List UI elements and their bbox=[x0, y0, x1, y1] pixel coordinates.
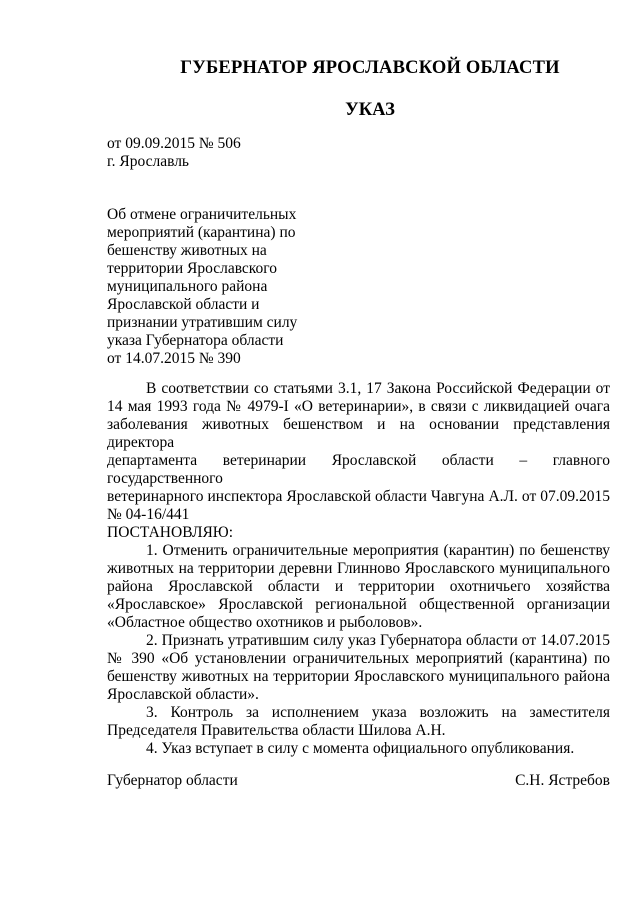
city: г. Ярославль bbox=[107, 153, 189, 170]
signature-role: Губернатор области bbox=[107, 772, 238, 789]
document-meta bbox=[107, 135, 241, 171]
decree-item-3 bbox=[107, 704, 610, 740]
decree-word: ПОСТАНОВЛЯЮ: bbox=[107, 524, 234, 541]
subject-line: территории Ярославского bbox=[107, 260, 278, 277]
item-line: «Ярославское» Ярославской региональной общественной организации bbox=[107, 596, 610, 613]
subject-line: от 14.07.2015 № 390 bbox=[107, 350, 241, 367]
document-kind: УКАЗ bbox=[345, 100, 395, 120]
subject-line: признании утратившим силу bbox=[107, 314, 298, 331]
date-number: от 09.09.2015 № 506 bbox=[107, 135, 241, 152]
decree-item-1 bbox=[107, 542, 610, 632]
subject-line: бешенству животных на bbox=[107, 242, 267, 259]
subject-line: мероприятий (карантина) по bbox=[107, 224, 296, 241]
item-line: № 390 «Об установлении ограничительных мероприятий (карантина) по bbox=[107, 650, 610, 667]
item-line: «Областное общество охотников и рыболовов». bbox=[107, 614, 423, 631]
preamble-line: № 04-16/441 bbox=[107, 506, 190, 523]
document-subject bbox=[107, 206, 322, 368]
preamble-line: 14 мая 1993 года № 4979-I «О ветеринарии», в связи с ликвидацией очага bbox=[107, 398, 610, 415]
item-line: района Ярославской области и территории охотничьего хозяйства bbox=[107, 578, 610, 595]
document-title: ГУБЕРНАТОР ЯРОСЛАВСКОЙ ОБЛАСТИ bbox=[180, 58, 560, 78]
subject-line: муниципального района bbox=[107, 278, 268, 295]
preamble-line: департамента ветеринарии Ярославской области – главного государственного bbox=[107, 452, 610, 487]
item-line: Председателя Правительства области Шилова А.Н. bbox=[107, 722, 446, 739]
preamble-line: ветеринарного инспектора Ярославской области Чавгуна А.Л. от 07.09.2015 bbox=[107, 488, 610, 505]
decree-item-4 bbox=[107, 740, 610, 758]
document-body bbox=[107, 380, 610, 758]
item-line: бешенству животных на территории Ярославского муниципального района bbox=[107, 668, 610, 685]
item-line: животных на территории деревни Глинново Ярославского муниципального bbox=[107, 560, 610, 577]
item-line: 2. Признать утратившим силу указ Губернатора области от 14.07.2015 bbox=[146, 632, 610, 649]
decree-item-2 bbox=[107, 632, 610, 704]
item-line: 1. Отменить ограничительные мероприятия (карантин) по бешенству bbox=[146, 542, 610, 559]
subject-line: указа Губернатора области bbox=[107, 332, 284, 349]
preamble-line: В соответствии со статьями 3.1, 17 Закона Российской Федерации от bbox=[146, 380, 610, 397]
signature-name: С.Н. Ястребов bbox=[515, 772, 610, 789]
subject-line: Об отмене ограничительных bbox=[107, 206, 297, 223]
item-line: Ярославской области». bbox=[107, 686, 259, 703]
item-line: 3. Контроль за исполнением указа возложить на заместителя bbox=[146, 704, 610, 721]
preamble-line: заболевания животных бешенством и на основании представления директора bbox=[107, 416, 610, 451]
preamble bbox=[107, 380, 610, 524]
subject-line: Ярославской области и bbox=[107, 296, 260, 313]
item-line: 4. Указ вступает в силу с момента официального опубликования. bbox=[146, 740, 575, 757]
